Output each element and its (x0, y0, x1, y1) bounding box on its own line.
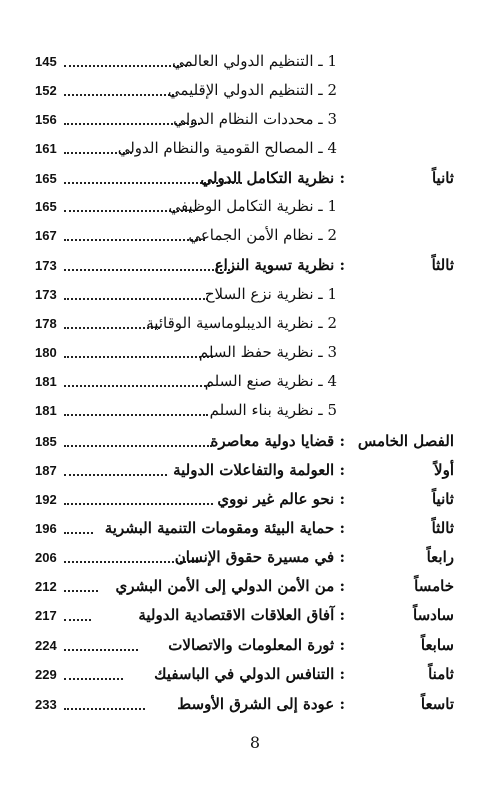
toc-page-number: 165 (35, 171, 57, 186)
toc-entry-title: : حماية البيئة ومقومات التنمية البشرية (104, 519, 345, 537)
toc-page-number: 180 (35, 345, 57, 360)
dot-leader (64, 503, 213, 505)
page-number: 8 (249, 733, 261, 752)
dot-leader (64, 385, 210, 387)
toc-page-number: 192 (35, 492, 57, 507)
toc-entry-title: 1 ـ التنظيم الدولي العالمي (172, 52, 337, 70)
toc-page-number: 224 (35, 638, 57, 653)
toc-entry (0, 548, 500, 572)
dot-leader (64, 474, 167, 476)
toc-entry (0, 52, 500, 76)
dot-leader (64, 532, 93, 534)
toc-entry-title: : العولمة والتفاعلات الدولية (173, 461, 345, 479)
toc-page-number: 161 (35, 141, 57, 156)
dot-leader (64, 298, 208, 300)
toc-entry-title: : نظرية التكامل الدولي (200, 169, 345, 187)
toc-entry-title: 1 ـ نظرية نزع السلاح (204, 285, 337, 303)
toc-section-label: ثانياً (431, 490, 454, 508)
toc-page-number: 212 (35, 579, 57, 594)
toc-entry (0, 139, 500, 163)
toc-entry (0, 432, 500, 456)
toc-entry-title: : نظرية تسوية النزاع (214, 256, 345, 274)
toc-section-label: ثالثاً (431, 256, 454, 274)
dot-leader (64, 356, 213, 358)
toc-entry (0, 81, 500, 105)
toc-entry-title: : من الأمن الدولي إلى الأمن البشري (115, 577, 345, 595)
dot-leader (64, 414, 208, 416)
toc-entry (0, 577, 500, 601)
toc-section-label: الفصل الخامس (357, 432, 454, 450)
toc-page-number: 196 (35, 521, 57, 536)
dot-leader (64, 94, 174, 96)
dot-leader (64, 649, 138, 651)
toc-entry-title: : قضايا دولية معاصرة (210, 432, 345, 450)
toc-entry-title: : ثورة المعلومات والاتصالات (168, 636, 345, 654)
toc-section-label: سادساً (413, 606, 454, 624)
toc-entry-title: 5 ـ نظرية بناء السلم (209, 401, 337, 419)
toc-page-number: 167 (35, 228, 57, 243)
toc-section-label: ثانياً (431, 169, 454, 187)
toc-page-number: 233 (35, 697, 57, 712)
dot-leader (64, 590, 98, 592)
toc-page-number: 178 (35, 316, 57, 331)
dot-leader (64, 678, 123, 680)
toc-entry (0, 606, 500, 630)
toc-entry-title: 2 ـ نظام الأمن الجماعي (188, 226, 337, 244)
toc-entry (0, 519, 500, 543)
toc-entry-title: 3 ـ نظرية حفظ السلم (198, 343, 337, 361)
toc-entry-title: : في مسيرة حقوق الإنسان (174, 548, 345, 566)
toc-entry-title: 2 ـ نظرية الديبلوماسية الوقائية (146, 314, 337, 332)
toc-page-number: 217 (35, 608, 57, 623)
toc-section-label: سابعاً (420, 636, 454, 654)
toc-page-number: 181 (35, 403, 57, 418)
toc-entry (0, 314, 500, 338)
dot-leader (64, 269, 230, 271)
toc-section-label: أولاً (434, 461, 454, 479)
toc-entry-title: 4 ـ المصالح القومية والنظام الدولي (117, 139, 337, 157)
toc-page-number: 181 (35, 374, 57, 389)
toc-page-number: 165 (35, 199, 57, 214)
toc-entry-title: : التنافس الدولي في الباسفيك (154, 665, 345, 683)
toc-entry-title: 3 ـ محددات النظام الدولي (173, 110, 337, 128)
toc-section-label: ثالثاً (431, 519, 454, 537)
toc-section-label: ثامناً (428, 665, 454, 683)
toc-section-label: تاسعاً (420, 695, 454, 713)
toc-entry-title: : عودة إلى الشرق الأوسط (177, 695, 345, 713)
toc-entry (0, 226, 500, 250)
toc-entry (0, 461, 500, 485)
toc-entry (0, 197, 500, 221)
toc-entry (0, 490, 500, 514)
toc-page-number: 173 (35, 287, 57, 302)
dot-leader (64, 619, 91, 621)
toc-page-number: 229 (35, 667, 57, 682)
toc-page-number: 173 (35, 258, 57, 273)
toc-entry (0, 401, 500, 425)
toc-entry-title: 1 ـ نظرية التكامل الوظيفي (168, 197, 337, 215)
toc-entry (0, 169, 500, 193)
toc-entry-title: : آفاق العلاقات الاقتصادية الدولية (138, 606, 345, 624)
dot-leader (64, 708, 145, 710)
toc-entry (0, 256, 500, 280)
toc-page-number: 187 (35, 463, 57, 478)
toc-section-label: رابعاً (426, 548, 454, 566)
toc-page-number: 206 (35, 550, 57, 565)
toc-entry (0, 636, 500, 660)
toc-page-number: 152 (35, 83, 57, 98)
toc-page-number: 185 (35, 434, 57, 449)
dot-leader (64, 239, 205, 241)
toc-entry (0, 285, 500, 309)
toc-page-number: 156 (35, 112, 57, 127)
toc-entry-title: : نحو عالم غير نووي (217, 490, 345, 508)
toc-entry (0, 372, 500, 396)
dot-leader (64, 445, 212, 447)
toc-entry (0, 665, 500, 689)
toc-section-label: خامساً (414, 577, 454, 595)
toc-page-number: 145 (35, 54, 57, 69)
toc-entry (0, 343, 500, 367)
dot-leader (64, 65, 187, 67)
toc-entry (0, 110, 500, 134)
toc-entry-title: 4 ـ نظرية صنع السلم (204, 372, 337, 390)
toc-entry-title: 2 ـ التنظيم الدولي الإقليمي (167, 81, 337, 99)
toc-entry (0, 695, 500, 719)
